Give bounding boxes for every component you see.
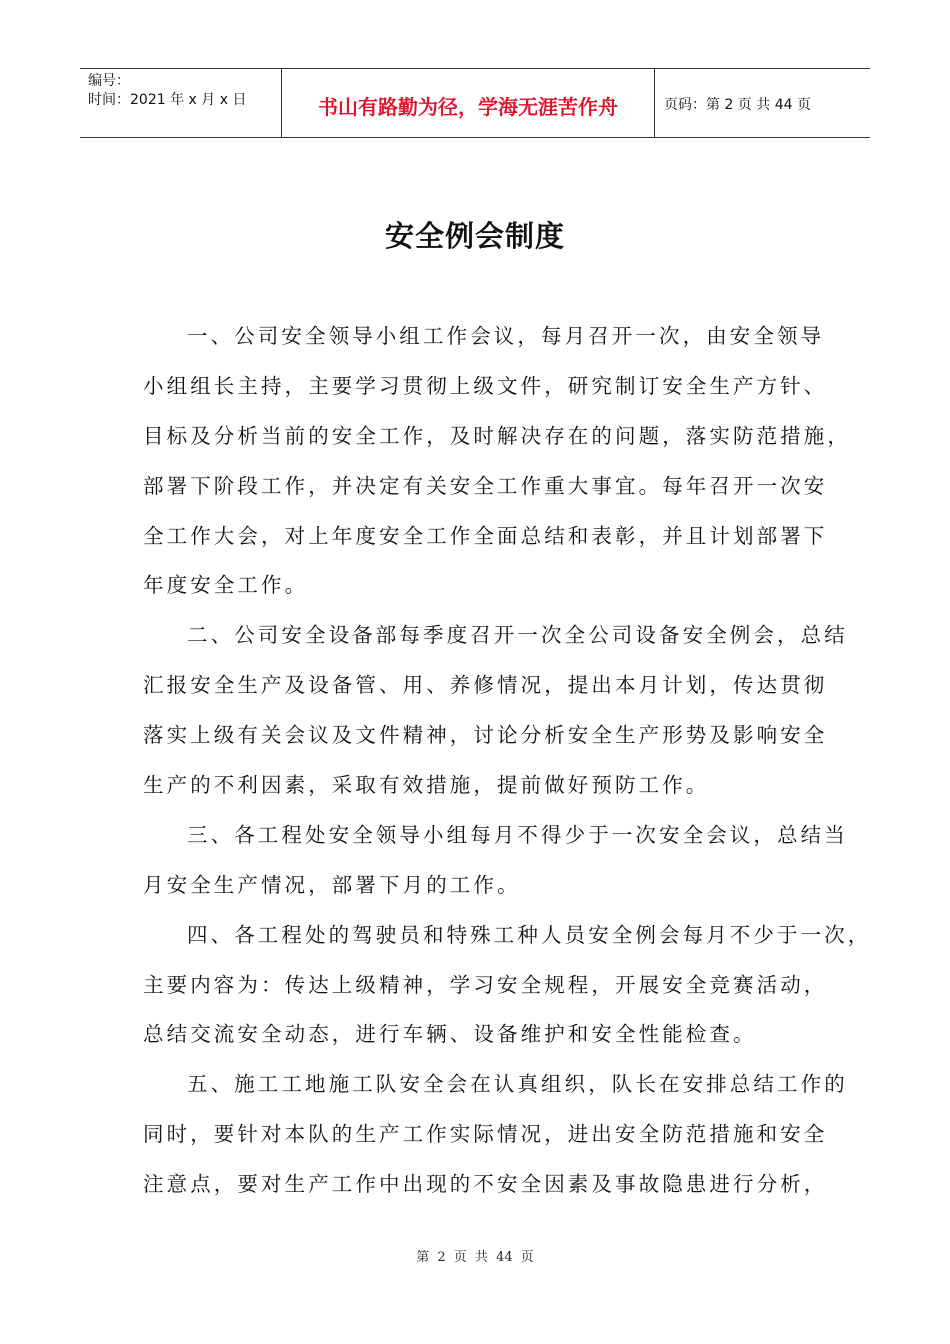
document-title: 安全例会制度	[384, 219, 565, 253]
paragraph-5-line: 五、施工工地施工队安全会在认真组织，队长在安排总结工作的	[187, 1072, 848, 1097]
header-motto: 书山有路勤为径，学海无涯苦作舟	[318, 95, 618, 119]
paragraph-4-line: 主要内容为：传达上级精神，学习安全规程，开展安全竞赛活动，	[143, 972, 828, 997]
paragraph-2-line: 生产的不利因素，采取有效措施，提前做好预防工作。	[143, 773, 710, 798]
header-page-cell	[654, 69, 870, 137]
document-date-label: 时间：2021 年 x 月 x 日	[88, 92, 247, 108]
paragraph-3-line: 三、各工程处安全领导小组每月不得少于一次安全会议，总结当	[187, 822, 848, 847]
paragraph-1-line: 一、公司安全领导小组工作会议，每月召开一次，由安全领导	[187, 324, 825, 348]
page-footer: 第 2 页 共 44 页	[416, 1250, 534, 1265]
document-body	[143, 316, 872, 1214]
paragraph-1-line: 年度安全工作。	[143, 573, 309, 598]
paragraph-2-line: 汇报安全生产及设备管、用、养修情况，提出本月计划，传达贯彻	[143, 673, 828, 698]
paragraph-5-line: 注意点，要对生产工作中出现的不安全因素及事故隐患进行分析，	[143, 1172, 828, 1197]
paragraph-4-line: 四、各工程处的驾驶员和特殊工种人员安全例会每月不少于一次，	[187, 922, 872, 947]
paragraph-1-line: 部署下阶段工作，并决定有关安全工作重大事宜。每年召开一次安	[143, 473, 828, 498]
header-meta-cell	[80, 69, 280, 137]
paragraph-3-line: 月安全生产情况，部署下月的工作。	[143, 872, 521, 897]
document-number-label: 编号：	[88, 73, 130, 89]
page-header	[80, 68, 870, 138]
paragraph-5-line: 同时，要针对本队的生产工作实际情况，进出安全防范措施和安全	[143, 1122, 828, 1147]
header-page-info: 页码：第 2 页 共 44 页	[664, 97, 811, 113]
paragraph-1-line: 小组组长主持，主要学习贯彻上级文件，研究制订安全生产方针、	[143, 373, 828, 398]
paragraph-1-line: 目标及分析当前的安全工作，及时解决存在的问题，落实防范措施，	[143, 423, 851, 448]
paragraph-2-line: 二、公司安全设备部每季度召开一次全公司设备安全例会，总结	[187, 623, 848, 648]
paragraph-1-line: 全工作大会，对上年度安全工作全面总结和表彰，并且计划部署下	[143, 523, 828, 548]
paragraph-2-line: 落实上级有关会议及文件精神，讨论分析安全生产形势及影响安全	[143, 723, 828, 748]
header-motto-cell	[281, 69, 655, 137]
paragraph-4-line: 总结交流安全动态，进行车辆、设备维护和安全性能检查。	[143, 1022, 757, 1047]
